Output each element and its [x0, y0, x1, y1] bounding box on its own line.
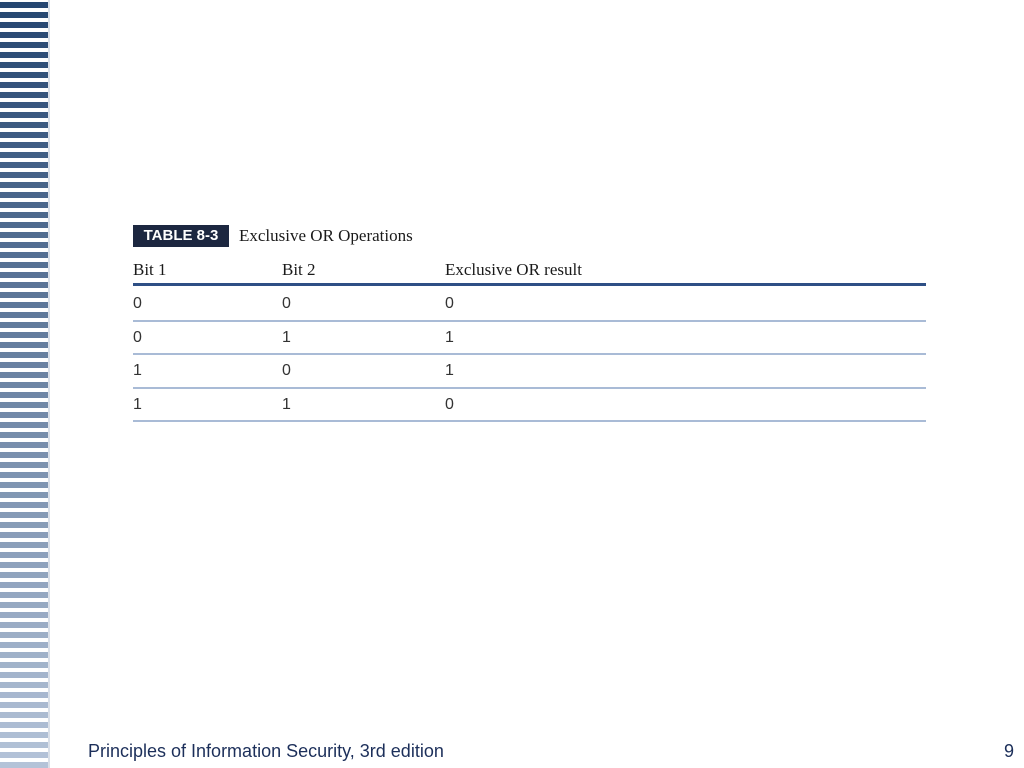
side-stripe	[0, 342, 48, 348]
side-stripe	[0, 292, 48, 298]
column-header-bit-1: Bit 1	[133, 260, 167, 279]
side-stripe	[0, 352, 48, 358]
side-stripe	[0, 312, 48, 318]
side-stripe	[0, 582, 48, 588]
side-stripe	[0, 62, 48, 68]
side-stripe	[0, 362, 48, 368]
side-stripe	[0, 92, 48, 98]
side-stripe	[0, 12, 48, 18]
side-stripe	[0, 32, 48, 38]
cell-xor-result: 0	[445, 396, 454, 413]
cell-bit-1: 1	[133, 362, 142, 379]
cell-bit-2: 1	[282, 329, 291, 346]
side-stripe	[0, 172, 48, 178]
side-stripe	[0, 622, 48, 628]
cell-bit-2: 0	[282, 295, 291, 312]
cell-bit-1: 0	[133, 295, 142, 312]
side-stripe	[0, 232, 48, 238]
side-stripe	[0, 242, 48, 248]
side-stripe	[0, 72, 48, 78]
side-stripe	[0, 482, 48, 488]
side-stripe	[0, 222, 48, 228]
side-stripe	[0, 422, 48, 428]
side-stripe	[0, 372, 48, 378]
side-stripe	[0, 592, 48, 598]
side-stripe	[0, 182, 48, 188]
side-stripe	[0, 152, 48, 158]
side-stripe	[0, 432, 48, 438]
header-rule	[133, 283, 926, 286]
cell-bit-2: 1	[282, 396, 291, 413]
side-stripe	[0, 452, 48, 458]
table-row	[133, 354, 926, 387]
side-stripe	[0, 2, 48, 8]
side-stripe	[0, 572, 48, 578]
column-header-xor-result: Exclusive OR result	[445, 260, 582, 279]
side-stripe	[0, 322, 48, 328]
side-stripe	[0, 262, 48, 268]
side-stripe	[0, 692, 48, 698]
table-row	[133, 321, 926, 354]
cell-bit-1: 1	[133, 396, 142, 413]
side-stripe	[0, 192, 48, 198]
side-stripe	[0, 682, 48, 688]
side-stripe	[0, 332, 48, 338]
side-stripe	[0, 282, 48, 288]
side-stripe	[0, 472, 48, 478]
side-stripe	[0, 202, 48, 208]
side-stripe	[0, 502, 48, 508]
side-stripe	[0, 142, 48, 148]
side-stripe	[0, 82, 48, 88]
side-stripe	[0, 112, 48, 118]
side-stripe	[0, 52, 48, 58]
side-stripe	[0, 602, 48, 608]
side-stripe	[0, 722, 48, 728]
cell-xor-result: 0	[445, 295, 454, 312]
side-stripe	[0, 382, 48, 388]
side-stripe	[0, 712, 48, 718]
table-number-tag: TABLE 8-3	[133, 225, 229, 247]
column-header-bit-2: Bit 2	[282, 260, 316, 279]
side-stripe	[0, 462, 48, 468]
footer-title: Principles of Information Security, 3rd edition	[88, 741, 444, 761]
side-stripe	[0, 662, 48, 668]
side-stripe	[0, 492, 48, 498]
side-stripe	[0, 302, 48, 308]
table-row	[133, 287, 926, 320]
side-stripe	[0, 522, 48, 528]
side-stripe	[0, 42, 48, 48]
cell-bit-2: 0	[282, 362, 291, 379]
striped-side-decoration	[0, 0, 50, 768]
side-stripe	[0, 542, 48, 548]
side-stripe	[0, 102, 48, 108]
row-rule	[133, 420, 926, 422]
side-stripe	[0, 212, 48, 218]
side-stripe	[0, 272, 48, 278]
side-stripe	[0, 402, 48, 408]
side-stripe	[0, 632, 48, 638]
side-stripe	[0, 552, 48, 558]
side-stripe	[0, 162, 48, 168]
side-stripe	[0, 732, 48, 738]
side-stripe	[0, 652, 48, 658]
cell-xor-result: 1	[445, 329, 454, 346]
cell-bit-1: 0	[133, 329, 142, 346]
side-stripe	[0, 642, 48, 648]
side-stripe	[0, 132, 48, 138]
table-row	[133, 388, 926, 421]
side-stripe	[0, 762, 48, 768]
side-decoration-edge	[48, 0, 50, 768]
side-stripe	[0, 392, 48, 398]
side-stripe	[0, 742, 48, 748]
side-stripe	[0, 22, 48, 28]
side-stripe	[0, 512, 48, 518]
side-stripe	[0, 612, 48, 618]
side-stripe	[0, 752, 48, 758]
table-header-row	[133, 260, 926, 282]
side-stripe	[0, 442, 48, 448]
side-stripe	[0, 672, 48, 678]
side-stripe	[0, 702, 48, 708]
side-stripe	[0, 532, 48, 538]
table-title: Exclusive OR Operations	[239, 226, 413, 245]
side-stripe	[0, 412, 48, 418]
side-stripe	[0, 562, 48, 568]
side-stripe	[0, 122, 48, 128]
cell-xor-result: 1	[445, 362, 454, 379]
slide-number: 9	[1003, 741, 1014, 761]
side-stripe	[0, 252, 48, 258]
